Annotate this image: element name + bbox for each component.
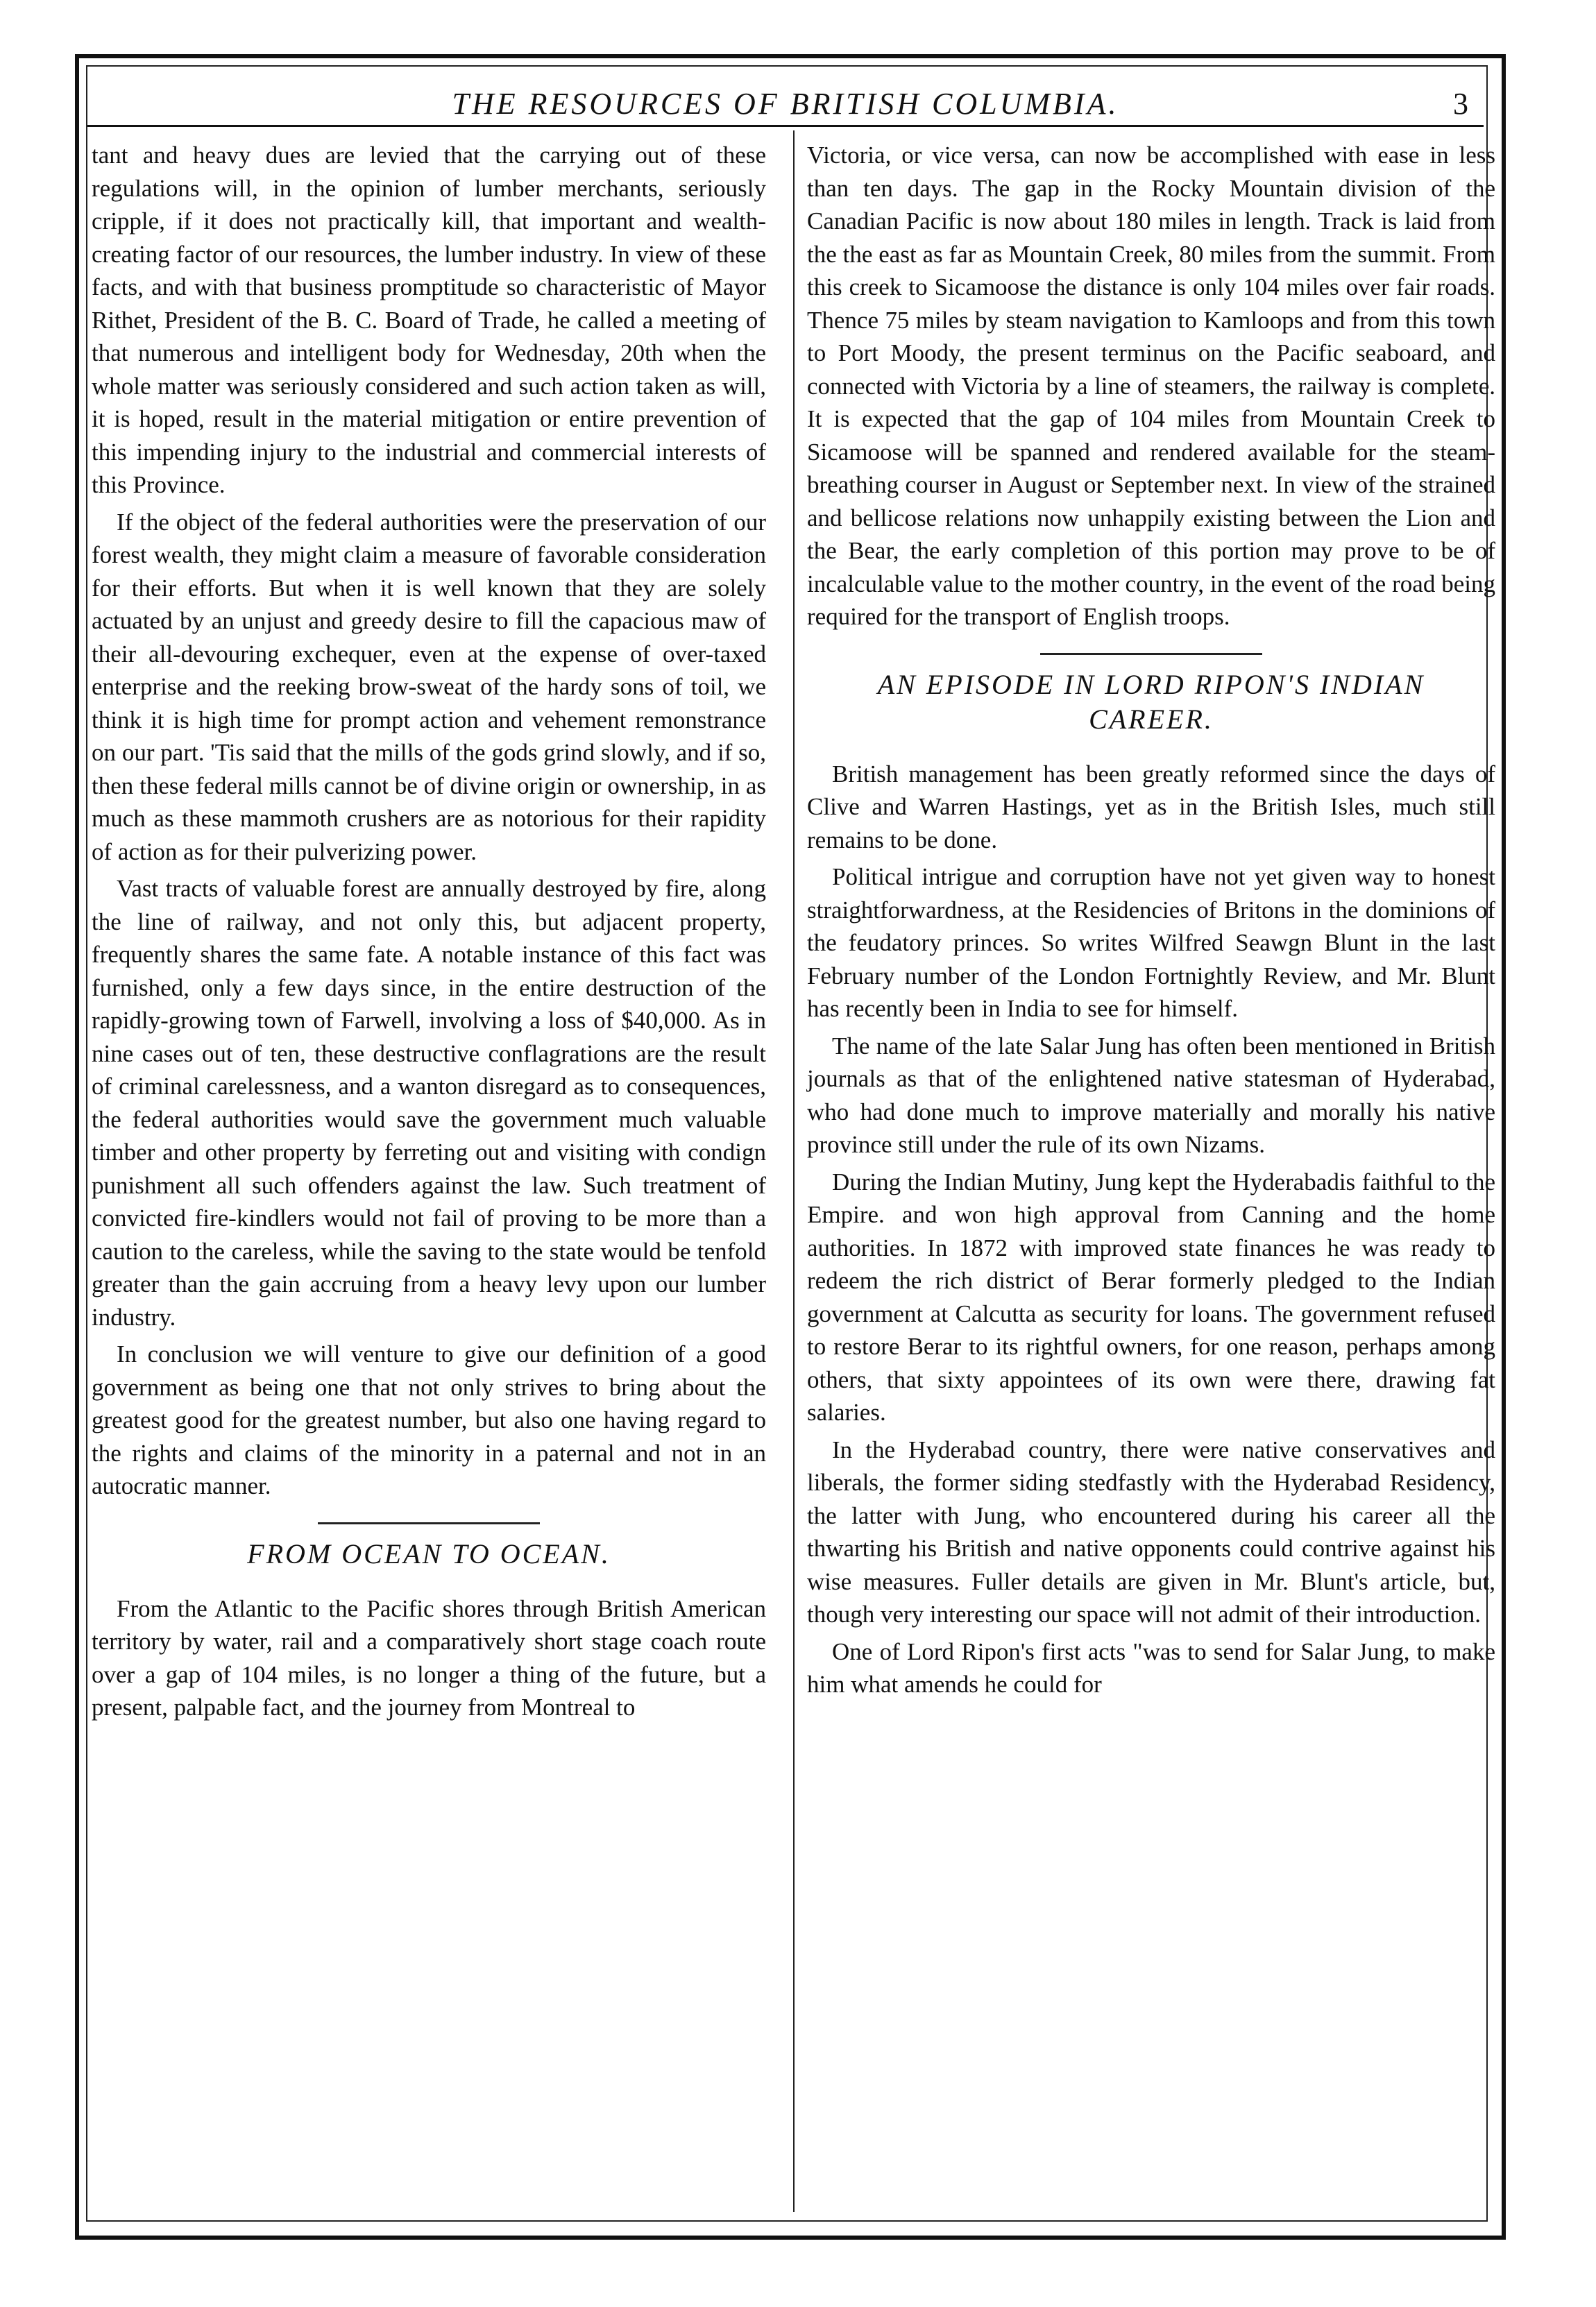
article-paragraph: Vast tracts of valuable forest are annually destroyed by fire, along the line of railway, and not only this, but adjacent property, frequently shares the same fate. A notable instance of this fact was furnished, only a few days since, in the entire destruction of the rapidly-growing town of Farwell, involving a loss of $40,000. As in nine cases out of ten, these destructive conflagrations are the result of criminal carelessness, and a wanton disregard as to consequences, the federal authorities would save the government much valuable timber and other property by ferreting out and visiting with condign punishment all such offenders against the law. Such treatment of convicted fire-kindlers would not fail of proving to be more than a caution to the careless, while the saving to the state would be tenfold greater than the gain accruing from a heavy levy upon our lumber industry. xyxy=(92,875,766,1331)
column-divider xyxy=(793,130,795,2212)
article-paragraph: In conclusion we will venture to give our definition of a good government as being one that not only strives to bring about the greatest good for the greatest number, but also one having regard to the rights and claims of the minority in a paternal and not in an autocratic manner. xyxy=(92,1340,766,1499)
article-paragraph: British management has been greatly reformed since the days of Clive and Warren Hastings, yet as in the British Isles, much still remains to be done. xyxy=(807,760,1495,853)
running-title: THE RESOURCES OF BRITISH COLUMBIA. xyxy=(452,87,1119,121)
right-column xyxy=(807,139,1495,1705)
section-heading-lord-ripon xyxy=(807,667,1495,737)
section-divider xyxy=(318,1522,540,1524)
article-paragraph: If the object of the federal authorities were the preservation of our forest wealth, they might claim a measure of favorable consideration for their efforts. But when it is well known that they are solely actuated by an unjust and greedy desire to fill the capacious maw of their all-devouring exchequer, even at the expense of over-taxed enterprise and the reeking brow-sweat of the hardy sons of toil, we think it is high time for prompt action and vehement remonstrance on our part. 'Tis said that the mills of the gods grind slowly, and if so, then these federal mills cannot be of divine origin or ownership, in as much as these mammoth crushers are as notorious for their rapidity of action as for their pulverizing power. xyxy=(92,508,766,865)
page-header xyxy=(87,76,1484,127)
article-paragraph: In the Hyderabad country, there were native conservatives and liberals, the former siding stedfastly with the Hyderabad Residency, the latter with Jung, who encountered during his career all the thwarting his British and native opponents could contrive against his wise measures. Fuller details are given in Mr. Blunt's article, but, though very interesting our space will not admit of their introduction. xyxy=(807,1436,1495,1628)
article-paragraph: tant and heavy dues are levied that the carrying out of these regulations will, in the opinion of lumber merchants, seriously cripple, if it does not practically kill, that important and wealth-creating factor of our resources, the lumber industry. In view of these facts, and with that business promptitude so characteristic of Mayor Rithet, President of the B. C. Board of Trade, he called a meeting of that numerous and intelligent body for Wednesday, 20th when the whole matter was seriously considered and such action taken as will, it is hoped, result in the material mitigation or entire prevention of this impending injury to the industrial and commercial interests of this Province. xyxy=(92,142,766,498)
section-heading-line: CAREER. xyxy=(1089,703,1214,735)
article-paragraph: The name of the late Salar Jung has often been mentioned in British journals as that of the enlightened native statesman of Hyderabad, who had done much to improve materially and morally his native province still under the rule of its own Nizams. xyxy=(807,1032,1495,1158)
article-paragraph: During the Indian Mutiny, Jung kept the Hyderabadis faithful to the Empire. and won high approval from Canning and the home authorities. In 1872 with improved state finances he was ready to redeem the rich district of Berar formerly pledged to the Indian government at Calcutta as security for loans. The government refused to restore Berar to its rightful owners, for one reason, perhaps among others, that sixty appointees of its own were there, drawing fat salaries. xyxy=(807,1168,1495,1426)
left-column xyxy=(92,139,766,1728)
article-paragraph: Victoria, or vice versa, can now be accomplished with ease in less than ten days. The gap in the Rocky Mountain division of the Canadian Pacific is now about 180 miles in length. Track is laid from the the east as far as Mountain Creek, 80 miles from the summit. From this creek to Sicamoose the distance is only 104 miles over fair roads. Thence 75 miles by steam navigation to Kamloops and from this town to Port Moody, the present terminus on the Pacific seaboard, and connected with Victoria by a line of steamers, the railway is complete. It is expected that the gap of 104 miles from Mountain Creek to Sicamoose will be spanned and rendered available for the steam-breathing courser in August or September next. In view of the strained and bellicose relations now unhappily existing between the Lion and the Bear, the early completion of this portion may prove to be of incalculable value to the mother country, in the event of the road being required for the transport of English troops. xyxy=(807,142,1495,630)
section-heading-line: AN EPISODE IN LORD RIPON'S INDIAN xyxy=(877,668,1425,700)
article-paragraph: One of Lord Ripon's first acts "was to send for Salar Jung, to make him what amends he could for xyxy=(807,1637,1495,1698)
article-paragraph: From the Atlantic to the Pacific shores through British American territory by water, rail and a comparatively short stage coach route over a gap of 104 miles, is no longer a thing of the future, but a present, palpable fact, and the journey from Montreal to xyxy=(92,1594,766,1721)
section-divider xyxy=(1040,653,1262,655)
article-paragraph: Political intrigue and corruption have not yet given way to honest straightforwardness, at the Residencies of Britons in the dominions of the feudatory princes. So writes Wilfred Seawgn Blunt in the last February number of the London Fortnightly Review, and Mr. Blunt has recently been in India to see for himself. xyxy=(807,863,1495,1022)
section-heading-ocean-to-ocean: FROM OCEAN TO OCEAN. xyxy=(247,1538,611,1569)
page-number: 3 xyxy=(1453,87,1468,121)
